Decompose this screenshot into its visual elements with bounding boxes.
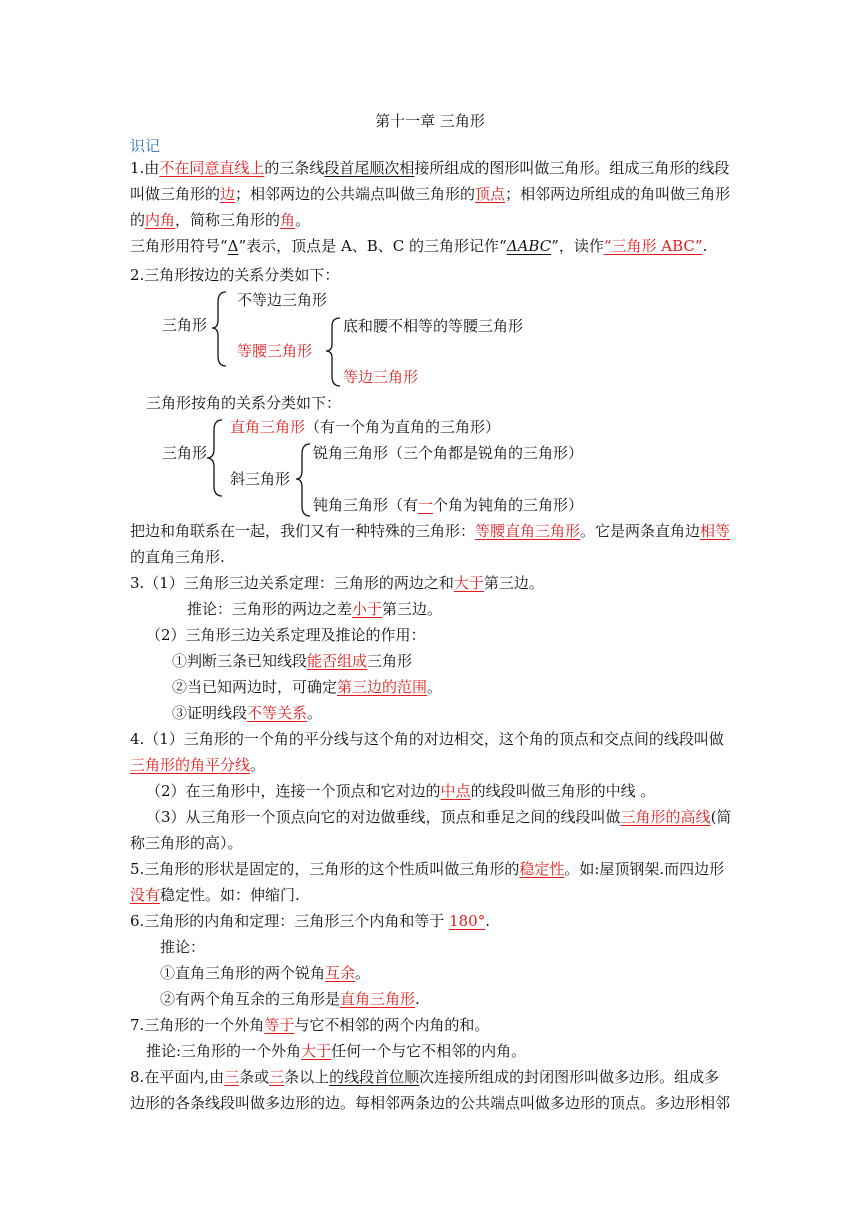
p5-line2: [130, 884, 300, 906]
text: 。它是两条直角边: [580, 522, 701, 540]
answer: 三: [269, 1068, 285, 1086]
answer: 小于: [352, 600, 383, 618]
answer: 相等: [700, 522, 731, 540]
text: 个角为钝角的三角形）: [433, 496, 584, 514]
text: （3）从三角形一个顶点向它的对边做垂线，顶点和垂足之间的线段叫做: [146, 808, 621, 826]
text: 1.由: [130, 159, 160, 177]
angle-tree-right: [230, 416, 500, 438]
text: 3.（1）三角形三边关系定理：三角形的两边之和: [130, 574, 454, 592]
text: 稳定性。如：伸缩门.: [160, 886, 300, 904]
p4-line5: 称三角形的高）。: [130, 834, 243, 852]
text: 推论：三角形的两边之差: [187, 600, 353, 618]
answer: 三角形的角平分线: [130, 756, 251, 774]
text: 接所组成的图形叫做三角形。组成三角形的线段: [414, 159, 730, 177]
text: ②当已知两边时，可确定: [172, 678, 338, 696]
p4-line1: 4.（1）三角形的一个角的平分线与这个角的对边相交，这个角的顶点和交点间的线段叫做: [130, 730, 724, 748]
answer: 稳定性: [519, 860, 565, 878]
p8-line2: 边形的各条线段叫做多边形的边。每相邻两条边的公共端点叫做多边形的顶点。多边形相邻: [130, 1094, 731, 1112]
right-note: （有一个角为直角的三角形）: [305, 418, 501, 436]
text: 7.三角形的一个外角: [130, 1016, 265, 1034]
answer: 中点: [440, 782, 471, 800]
text: 6.三角形的内角和定理：三角形三个内角和等于: [130, 912, 450, 930]
text: ；相邻两边的公共端点叫做三角形的: [235, 185, 476, 203]
p4-line4: [146, 806, 731, 828]
p7-line1: [130, 1014, 489, 1036]
text: 5.三角形的形状是固定的，三角形的这个性质叫做三角形的: [130, 860, 520, 878]
text: ”表示，顶点是 A、B、C 的三角形记作“: [238, 237, 507, 255]
answer: 直角三角形: [340, 990, 416, 1008]
side-tree-isosceles: 等腰三角形: [237, 342, 313, 360]
answer: 角: [280, 211, 296, 229]
p1-line3: [130, 209, 310, 231]
text: 三角形用符号“: [130, 237, 228, 255]
p6-line2: 推论：: [160, 938, 206, 956]
text: .: [415, 990, 420, 1008]
text: 。: [295, 211, 311, 229]
p7-line2: [146, 1040, 526, 1062]
answer: 不在同意直线上: [159, 159, 265, 177]
text: 条或: [239, 1068, 270, 1086]
text: ；相邻两边所组成的角叫做三角形: [505, 185, 731, 203]
answer: 等于: [264, 1016, 295, 1034]
text: 叫做三角形的: [130, 185, 221, 203]
text: (简: [710, 808, 732, 826]
special-line2: 的直角三角形.: [130, 548, 225, 566]
section-label: 识记: [130, 137, 161, 155]
p3-line1: [130, 572, 544, 594]
angle-tree-obtuse: [313, 494, 583, 516]
answer: 第三边的范围: [337, 678, 428, 696]
p1-line2: [130, 183, 730, 205]
p6-line1: [130, 910, 490, 932]
text: 8.在平面内,由: [130, 1068, 225, 1086]
p2-heading: 2.三角形按边的关系分类如下：: [130, 266, 340, 284]
text: 。: [355, 964, 371, 982]
answer: 互余: [325, 964, 356, 982]
angle-tree-root: 三角形: [162, 444, 208, 462]
brace-angle-main: [204, 418, 226, 498]
text: 的线段叫做三角形的中线 。: [470, 782, 656, 800]
p4-line2: [130, 754, 265, 776]
p1-line1: [130, 157, 729, 179]
p3-line3: （2）三角形三边关系定理及推论的作用：: [146, 626, 426, 644]
answer: “三角形 ABC”: [603, 237, 703, 255]
p3-line5: [172, 676, 442, 698]
side-tree-scalene: 不等边三角形: [237, 291, 328, 309]
answer: 没有: [130, 886, 161, 904]
answer: 顶点: [475, 185, 506, 203]
text: 条以上: [284, 1068, 330, 1086]
text: 的线段首位顺: [329, 1068, 420, 1086]
right-triangle: 直角三角形: [230, 418, 306, 436]
text: 与它不相邻的两个内角的和。: [294, 1016, 490, 1034]
text: .: [702, 237, 708, 255]
p6-line4: [160, 988, 420, 1010]
answer: 大于: [301, 1042, 332, 1060]
brace-side-iso: [324, 316, 344, 388]
answer: 边: [220, 185, 236, 203]
text: 任何一个与它不相邻的内角。: [331, 1042, 527, 1060]
brace-angle-oblique: [294, 442, 314, 518]
text: ②有两个角互余的三角形是: [160, 990, 341, 1008]
answer: 不等关系: [247, 704, 308, 722]
p4-line3: [146, 780, 655, 802]
p3-line6: [172, 702, 322, 724]
text: ，简称三角形的: [175, 211, 281, 229]
page-title: 第十一章 三角形: [375, 112, 485, 130]
abc-notation: ΔABC: [506, 237, 552, 255]
text: ③证明线段: [172, 704, 248, 722]
answer: 能否组成: [307, 652, 368, 670]
brace-side-main: [210, 290, 230, 368]
p6-line3: [160, 962, 370, 984]
p5-line1: [130, 858, 724, 880]
text: 三角形: [367, 652, 413, 670]
text: 。: [250, 756, 266, 774]
text: 第三边。: [382, 600, 443, 618]
text: 次连接所组成的封闭图形叫做多边形。组成多: [419, 1068, 720, 1086]
answer: 三角形的高线: [620, 808, 711, 826]
answer: 一: [418, 496, 434, 514]
text: 的: [130, 211, 146, 229]
text: （2）在三角形中，连接一个顶点和它对边的: [146, 782, 441, 800]
text: 。: [307, 704, 323, 722]
p1b-line: [130, 235, 707, 257]
p8-line1: [130, 1066, 719, 1088]
text: 钝角三角形（有: [313, 496, 419, 514]
angle-tree-acute: 锐角三角形（三个角都是锐角的三角形）: [313, 444, 584, 462]
text: ①判断三条已知线段: [172, 652, 308, 670]
text: 把边和角联系在一起，我们又有一种特殊的三角形：: [130, 522, 476, 540]
answer: 180°: [449, 912, 486, 930]
angle-heading: 三角形按角的关系分类如下：: [146, 394, 342, 412]
answer: 三: [224, 1068, 240, 1086]
answer: 等腰直角三角形: [475, 522, 581, 540]
text: 。如:屋顶钢架.而四边形: [564, 860, 725, 878]
angle-tree-oblique: 斜三角形: [230, 470, 291, 488]
text: 。: [427, 678, 443, 696]
text: 的三条线: [264, 159, 325, 177]
answer: 大于: [453, 574, 484, 592]
text: ”，读作: [551, 237, 604, 255]
side-tree-iso-sub1: 底和腰不相等的等腰三角形: [343, 317, 524, 335]
text: 第三边。: [483, 574, 544, 592]
text: .: [485, 912, 491, 930]
text: 推论:三角形的一个外角: [146, 1042, 302, 1060]
side-tree-root: 三角形: [162, 316, 208, 334]
p3-line2: [187, 598, 442, 620]
answer: 内角: [145, 211, 176, 229]
side-tree-iso-sub2: 等边三角形: [343, 368, 419, 386]
text: 段首尾顺次相: [324, 159, 415, 177]
text: ①直角三角形的两个锐角: [160, 964, 326, 982]
p3-line4: [172, 650, 412, 672]
special-line1: [130, 520, 730, 542]
delta-symbol: Δ: [227, 237, 239, 255]
